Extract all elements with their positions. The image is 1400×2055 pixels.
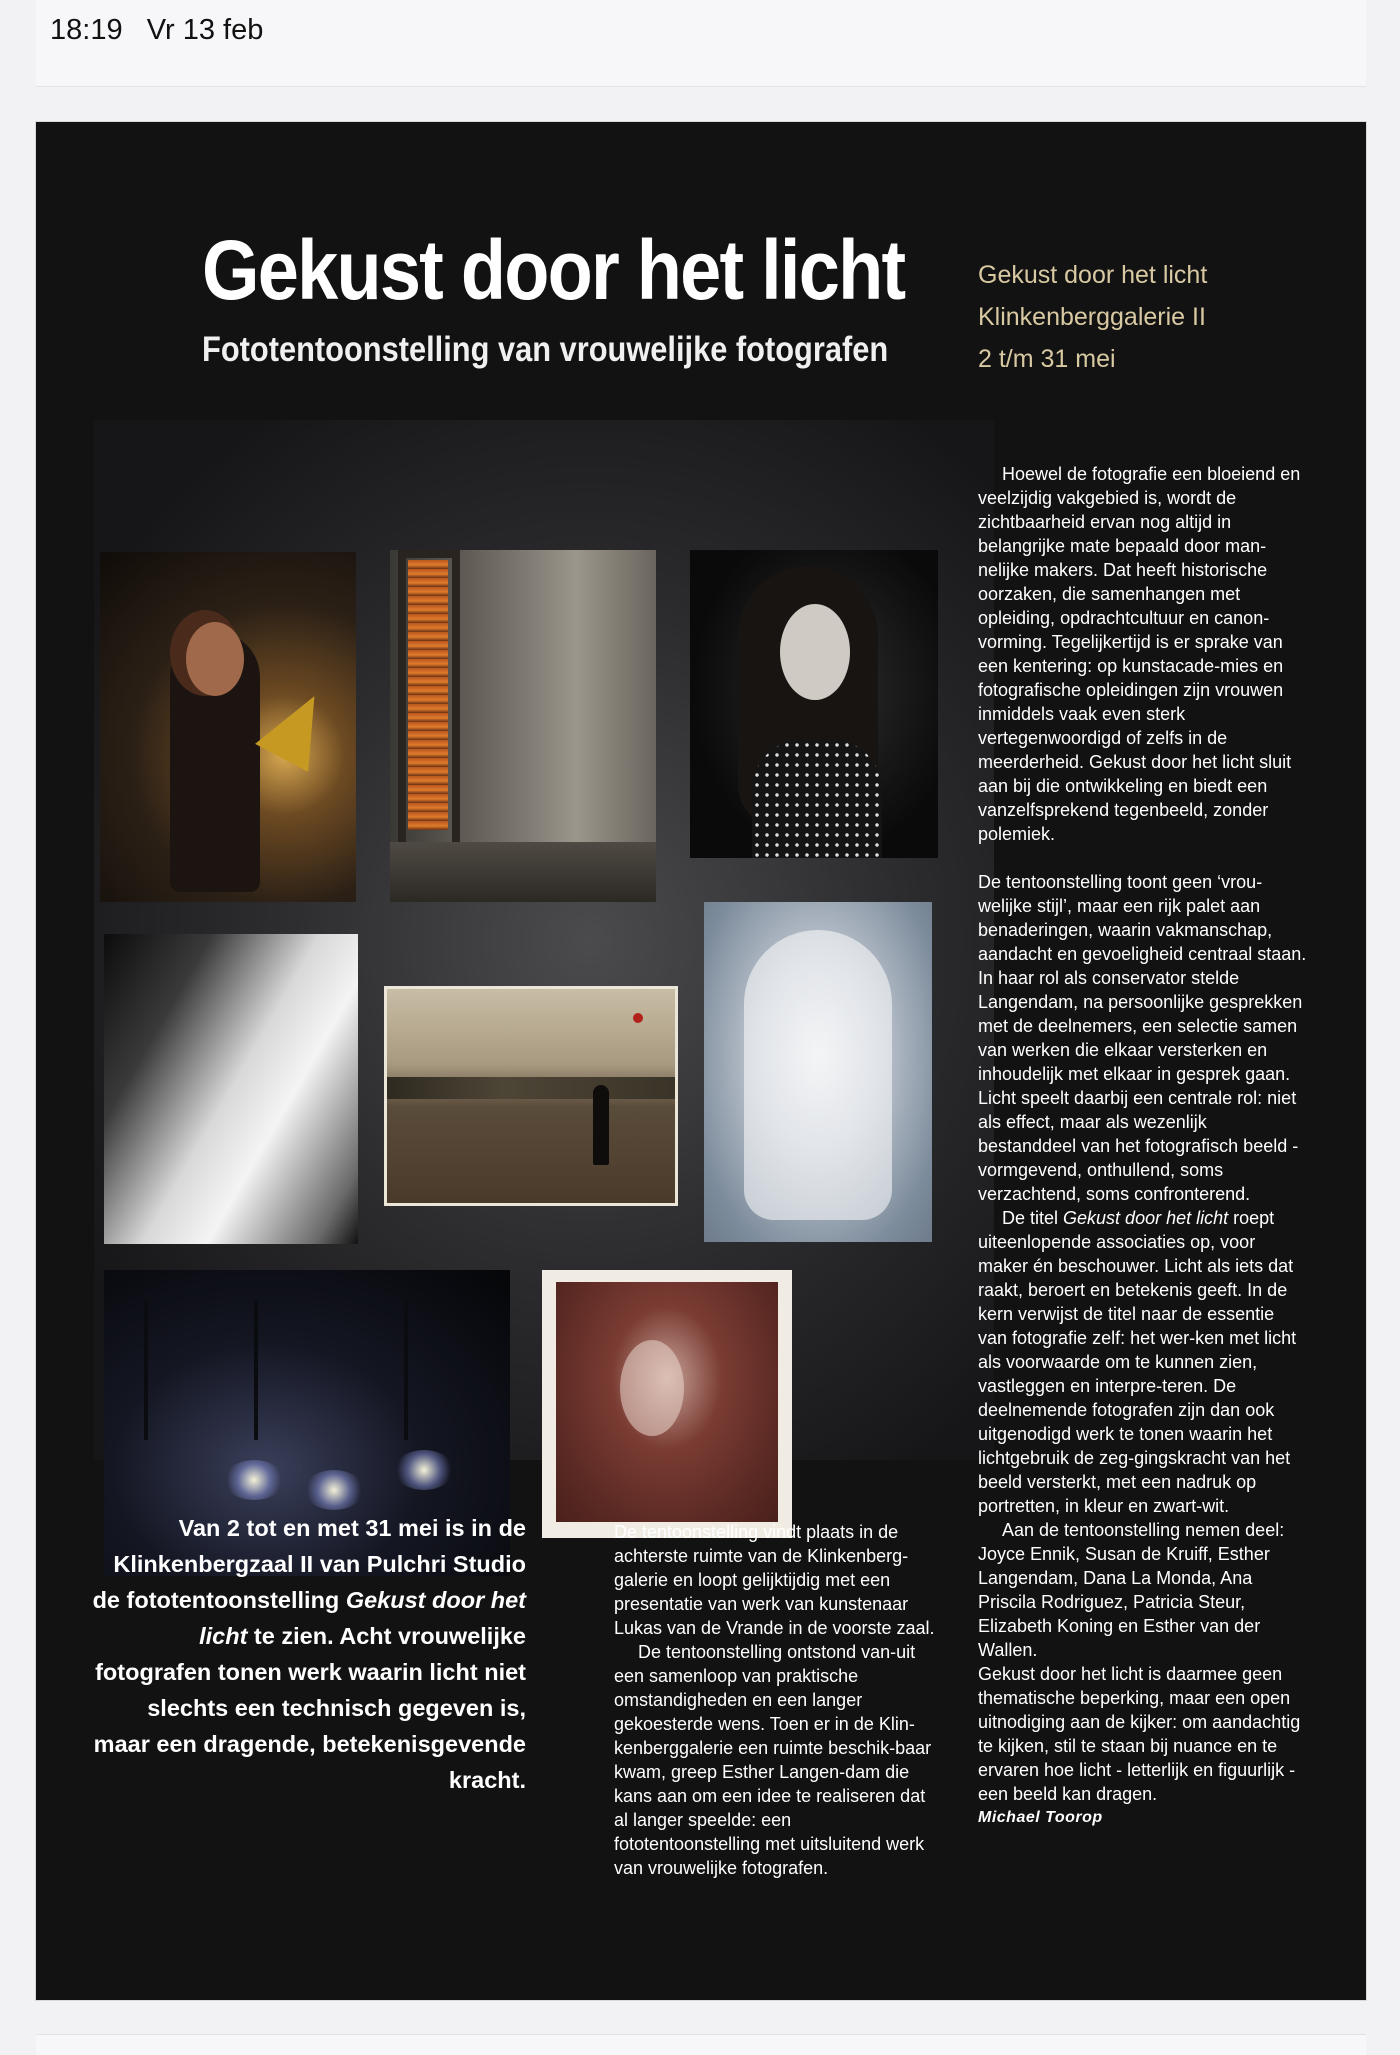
status-time: 18:19 <box>50 14 123 46</box>
body-paragraph: De tentoonstelling ontstond van-uit een samenloop van praktische omstandigheden en een langer gekoesterde wens. Toen er in de Klin-kenberggalerie een ruimte beschik-baar kwam, greep Esther Langen-dam die kans aan om een idee te realiseren dat al langer speelde: een fototentoonstelling met uitsluitend werk van vrouwelijke fotografen. <box>614 1642 932 1878</box>
status-bar <box>36 0 1366 87</box>
status-time-date <box>50 14 263 47</box>
body-paragraph: De titel Gekust door het licht roept uiteenlopende associaties op, voor maker én beschouwer. Licht als iets dat raakt, beroert en betekenis geeft. In de kern verwijst de titel naar de essentie van fotografie zelf: het wer-ken met licht als voorwaarde om te kunnen zien, vastleggen en interpre-teren. De deelnemende fotografen zijn dan ook uitgenodigd werk te tonen waarin het lichtgebruik de zeg-gingskracht van het beeld versterkt, met een nadruk op portretten, in kleur en zwart-wit. <box>978 1208 1297 1516</box>
article-title: Gekust door het licht <box>202 223 905 317</box>
photo-portrait-woman-dotted-dress <box>690 550 938 858</box>
photo-blurred-bw-portrait <box>104 934 358 1244</box>
magazine-page[interactable] <box>36 122 1366 2000</box>
status-date: Vr 13 feb <box>146 14 264 46</box>
body-column-middle <box>614 1520 939 1880</box>
next-page-edge <box>36 2034 1366 2055</box>
photo-woman-typing-lamp <box>100 552 356 902</box>
exhibition-info <box>978 254 1207 380</box>
info-line-title: Gekust door het licht <box>978 261 1208 289</box>
body-paragraph: Hoewel de fotografie een bloeiend en veelzijdig vakgebied is, wordt de zichtbaarheid ervan nog altijd in belangrijke mate bepaald door man-nelijke makers. Dat heeft historische oorzaken, die samenhangen met opleiding, opdrachtcultuur en canon-vorming. Tegelijkertijd is er sprake van een kentering: op kunstacade-mies en fotografische opleidingen zijn vrouwen inmiddels vaak even sterk vertegenwoordigd of zelfs in de meerderheid. Gekust door het licht sluit aan bij die ontwikkeling en biedt een vanzelfsprekend tegenbeeld, zonder polemiek. <box>978 464 1301 844</box>
body-column-right <box>978 462 1308 1830</box>
photo-red-print-portrait <box>542 1270 792 1538</box>
body-paragraph: De tentoonstelling toont geen ‘vrou-welijke stijl’, maar een rijk palet aan benaderingen, waarin vakmanschap, aandacht en gevoeligheid centraal staan. In haar rol als conservator stelde Langendam, na persoonlijke gesprekken met de deelnemers, een selectie samen van werken die elkaar versterken en inhoudelijk met elkaar in gesprek gaan. Licht speelt daarbij een centrale rol: niet als effect, maar als wezenlijk bestanddeel van het fotografisch beeld - vormgevend, onthullend, soms verzachtend, soms confronterend. <box>978 872 1307 1204</box>
info-line-venue: Klinkenberggalerie II <box>978 303 1206 331</box>
photo-figure-in-field <box>384 986 678 1206</box>
author-credit: Michael Toorop <box>978 1809 1103 1826</box>
body-paragraph: Gekust door het licht is daarmee geen thematische beperking, maar een open uitnodiging aan de kijker: om aandachtig te kijken, stil te staan bij nuance en te ervaren hoe licht - letterlijk en figuurlijk - een beeld kan dragen. <box>978 1664 1301 1804</box>
lead-paragraph: Van 2 tot en met 31 mei is in de Klinkenbergzaal II van Pulchri Studio de fototentoonstelling Gekust door het licht te zien. Acht vrouwelijke fotografen tonen werk waarin licht niet slechts een technisch gegeven is, maar een dragende, betekenisgevende kracht. <box>92 1515 526 1793</box>
body-paragraph: Aan de tentoonstelling nemen deel: Joyce Ennik, Susan de Kruiff, Esther Langendam, Dana La Monda, Ana Priscila Rodriguez, Patricia Steur, Elizabeth Koning en Esther van der Wallen. <box>978 1520 1285 1660</box>
body-paragraph: De tentoonstelling vindt plaats in de achterste ruimte van de Klinkenberg-galerie en loopt gelijktijdig met een presentatie van werk van kunstenaar Lukas van de Vrande in de voorste zaal. <box>614 1522 935 1638</box>
photo-abandoned-window <box>390 550 656 902</box>
article-subtitle: Fototentoonstelling van vrouwelijke fotografen <box>202 330 889 369</box>
photo-veiled-woman-clouds <box>704 902 932 1242</box>
info-line-dates: 2 t/m 31 mei <box>978 345 1116 373</box>
